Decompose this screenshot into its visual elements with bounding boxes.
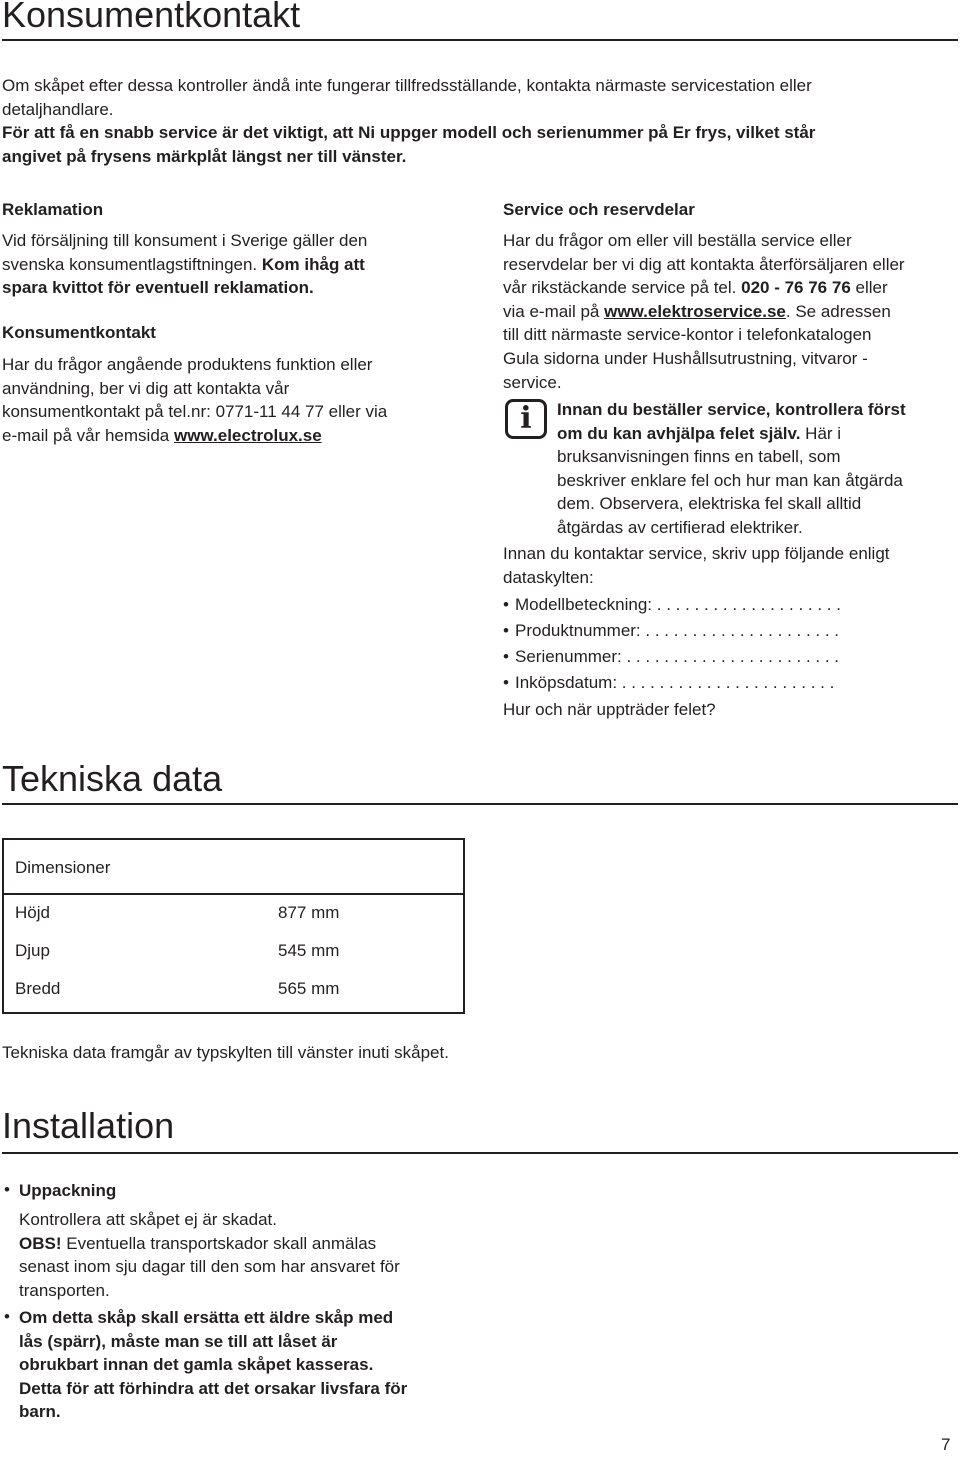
dimension-value: 565 mm: [278, 979, 340, 998]
intro-line: Om skåpet efter dessa kontroller ändå inte fungerar tillfredsställande, kontakta närmaste servicestation eller: [2, 76, 812, 95]
service-line: via e-mail på: [503, 301, 600, 321]
bullet-dot: •: [503, 673, 509, 692]
service-before-text: [503, 542, 890, 589]
replacement-warning: [19, 1306, 407, 1424]
dimension-value: 545 mm: [278, 941, 340, 960]
warning-line: Om detta skåp skall ersätta ett äldre skåp med: [19, 1308, 394, 1327]
page-number: 7: [941, 1435, 951, 1454]
service-info-line: beskriver enklare fel och hur man kan åtgärda: [557, 470, 903, 490]
field-serienummer: Serienummer: . . . . . . . . . . . . . . . . . . . . . . .: [515, 647, 840, 666]
bullet-dot: •: [503, 647, 509, 666]
field-inkopsdatum: Inköpsdatum: . . . . . . . . . . . . . . . . . . . . . . .: [515, 673, 835, 692]
service-line: Har du frågor om eller vill beställa service eller: [503, 231, 852, 250]
intro-text: [2, 74, 815, 168]
obs-label: OBS!: [19, 1233, 62, 1253]
konsumentkontakt-text: [2, 353, 387, 447]
konsument-line: e-mail på vår hemsida: [2, 425, 170, 445]
service-text: [503, 229, 905, 394]
bullet-dot: •: [4, 1180, 10, 1199]
warning-line: barn.: [19, 1402, 61, 1422]
tekniska-note: Tekniska data framgår av typskylten till vänster inuti skåpet.: [2, 1043, 449, 1062]
reklamation-line: Vid försäljning till konsument i Sverige gäller den: [2, 231, 368, 250]
section-heading-konsumentkontakt: Konsumentkontakt: [2, 0, 301, 35]
uppackning-line: transporten.: [19, 1280, 110, 1300]
service-info-line: bruksanvisningen finns en tabell, som: [557, 447, 841, 467]
service-info-line: åtgärdas av certifierad elektriker.: [557, 517, 803, 537]
section-heading-installation: Installation: [2, 1105, 175, 1146]
info-glyph: i: [520, 401, 532, 436]
reklamation-line: svenska konsumentlagstiftningen.: [2, 254, 258, 274]
section-heading-tekniska-data: Tekniska data: [2, 758, 223, 799]
konsument-line: Har du frågor angående produktens funktion eller: [2, 355, 373, 374]
reklamation-bold: spara kvittot för eventuell reklamation.: [2, 278, 314, 298]
electrolux-link[interactable]: www.electrolux.se: [173, 425, 322, 445]
konsument-line: konsumentkontakt på tel.nr: 0771-11 44 77 eller via: [2, 402, 388, 422]
warning-line: obrukbart innan det gamla skåpet kasseras.: [19, 1355, 374, 1375]
dimensions-table: [2, 838, 465, 1014]
reklamation-title: Reklamation: [2, 200, 104, 219]
service-question: Hur och när uppträder felet?: [503, 700, 716, 719]
service-info-line: Här i: [805, 423, 842, 443]
warning-line: Detta för att förhindra att det orsakar livsfara för: [19, 1378, 408, 1398]
dimensions-header-label: Dimensioner: [15, 858, 111, 877]
service-line: service.: [503, 372, 562, 392]
konsument-line: användning, ber vi dig att kontakta vår: [2, 378, 290, 398]
service-line: eller: [855, 278, 888, 298]
bullet-dot: •: [4, 1307, 10, 1326]
service-title: Service och reservdelar: [503, 200, 695, 219]
uppackning-line: Kontrollera att skåpet ej är skadat.: [19, 1210, 277, 1229]
service-before-line: dataskylten:: [503, 567, 594, 587]
service-line: . Se adressen: [785, 301, 891, 321]
heading-rule: [2, 803, 958, 805]
konsumentkontakt-subtitle: Konsumentkontakt: [2, 323, 156, 342]
dimension-label: Djup: [15, 941, 50, 960]
warning-line: lås (spärr), måste man se till att låset är: [19, 1331, 338, 1351]
dimension-value: 877 mm: [278, 903, 340, 922]
service-info-bold: om du kan avhjälpa felet själv.: [557, 423, 801, 443]
service-phone: 020 - 76 76 76: [741, 278, 851, 298]
uppackning-line: Eventuella transportskador skall anmälas: [66, 1233, 377, 1253]
service-line: Gula sidorna under Hushållsutrustning, vitvaror -: [503, 348, 868, 368]
bullet-dot: •: [503, 621, 509, 640]
service-info-text: [557, 398, 906, 540]
intro-bold-line: För att få en snabb service är det viktigt, att Ni uppger modell och serienummer på Er frys, vilket står: [2, 123, 816, 143]
intro-line: detaljhandlare.: [2, 99, 114, 119]
service-line: vår rikstäckande service på tel.: [503, 278, 737, 298]
info-icon: [505, 399, 547, 439]
reklamation-text: [2, 229, 367, 300]
bullet-dot: •: [503, 595, 509, 614]
service-info-line: dem. Observera, elektriska fel skall alltid: [557, 494, 862, 514]
dimension-label: Bredd: [15, 979, 61, 998]
uppackning-text: [19, 1208, 400, 1302]
uppackning-title: Uppackning: [19, 1181, 117, 1200]
service-info-bold: Innan du beställer service, kontrollera först: [557, 400, 906, 419]
elektroservice-link[interactable]: www.elektroservice.se: [604, 301, 786, 321]
heading-rule: [2, 1152, 958, 1154]
dimensions-header: [4, 840, 463, 895]
service-line: till ditt närmaste service-kontor i telefonkatalogen: [503, 325, 872, 345]
field-modellbeteckning: Modellbeteckning: . . . . . . . . . . . . . . . . . . . .: [515, 595, 841, 614]
dimension-label: Höjd: [15, 903, 50, 922]
heading-rule: [2, 39, 958, 41]
intro-bold-line: angivet på frysens märkplåt längst ner till vänster.: [2, 146, 407, 166]
field-produktnummer: Produktnummer: . . . . . . . . . . . . . . . . . . . . .: [515, 621, 840, 640]
reklamation-bold: Kom ihåg att: [261, 254, 365, 274]
service-line: reservdelar ber vi dig att kontakta återförsäljaren eller: [503, 254, 905, 274]
uppackning-line: senast inom sju dagar till den som har ansvaret för: [19, 1257, 400, 1277]
service-before-line: Innan du kontaktar service, skriv upp följande enligt: [503, 544, 890, 563]
